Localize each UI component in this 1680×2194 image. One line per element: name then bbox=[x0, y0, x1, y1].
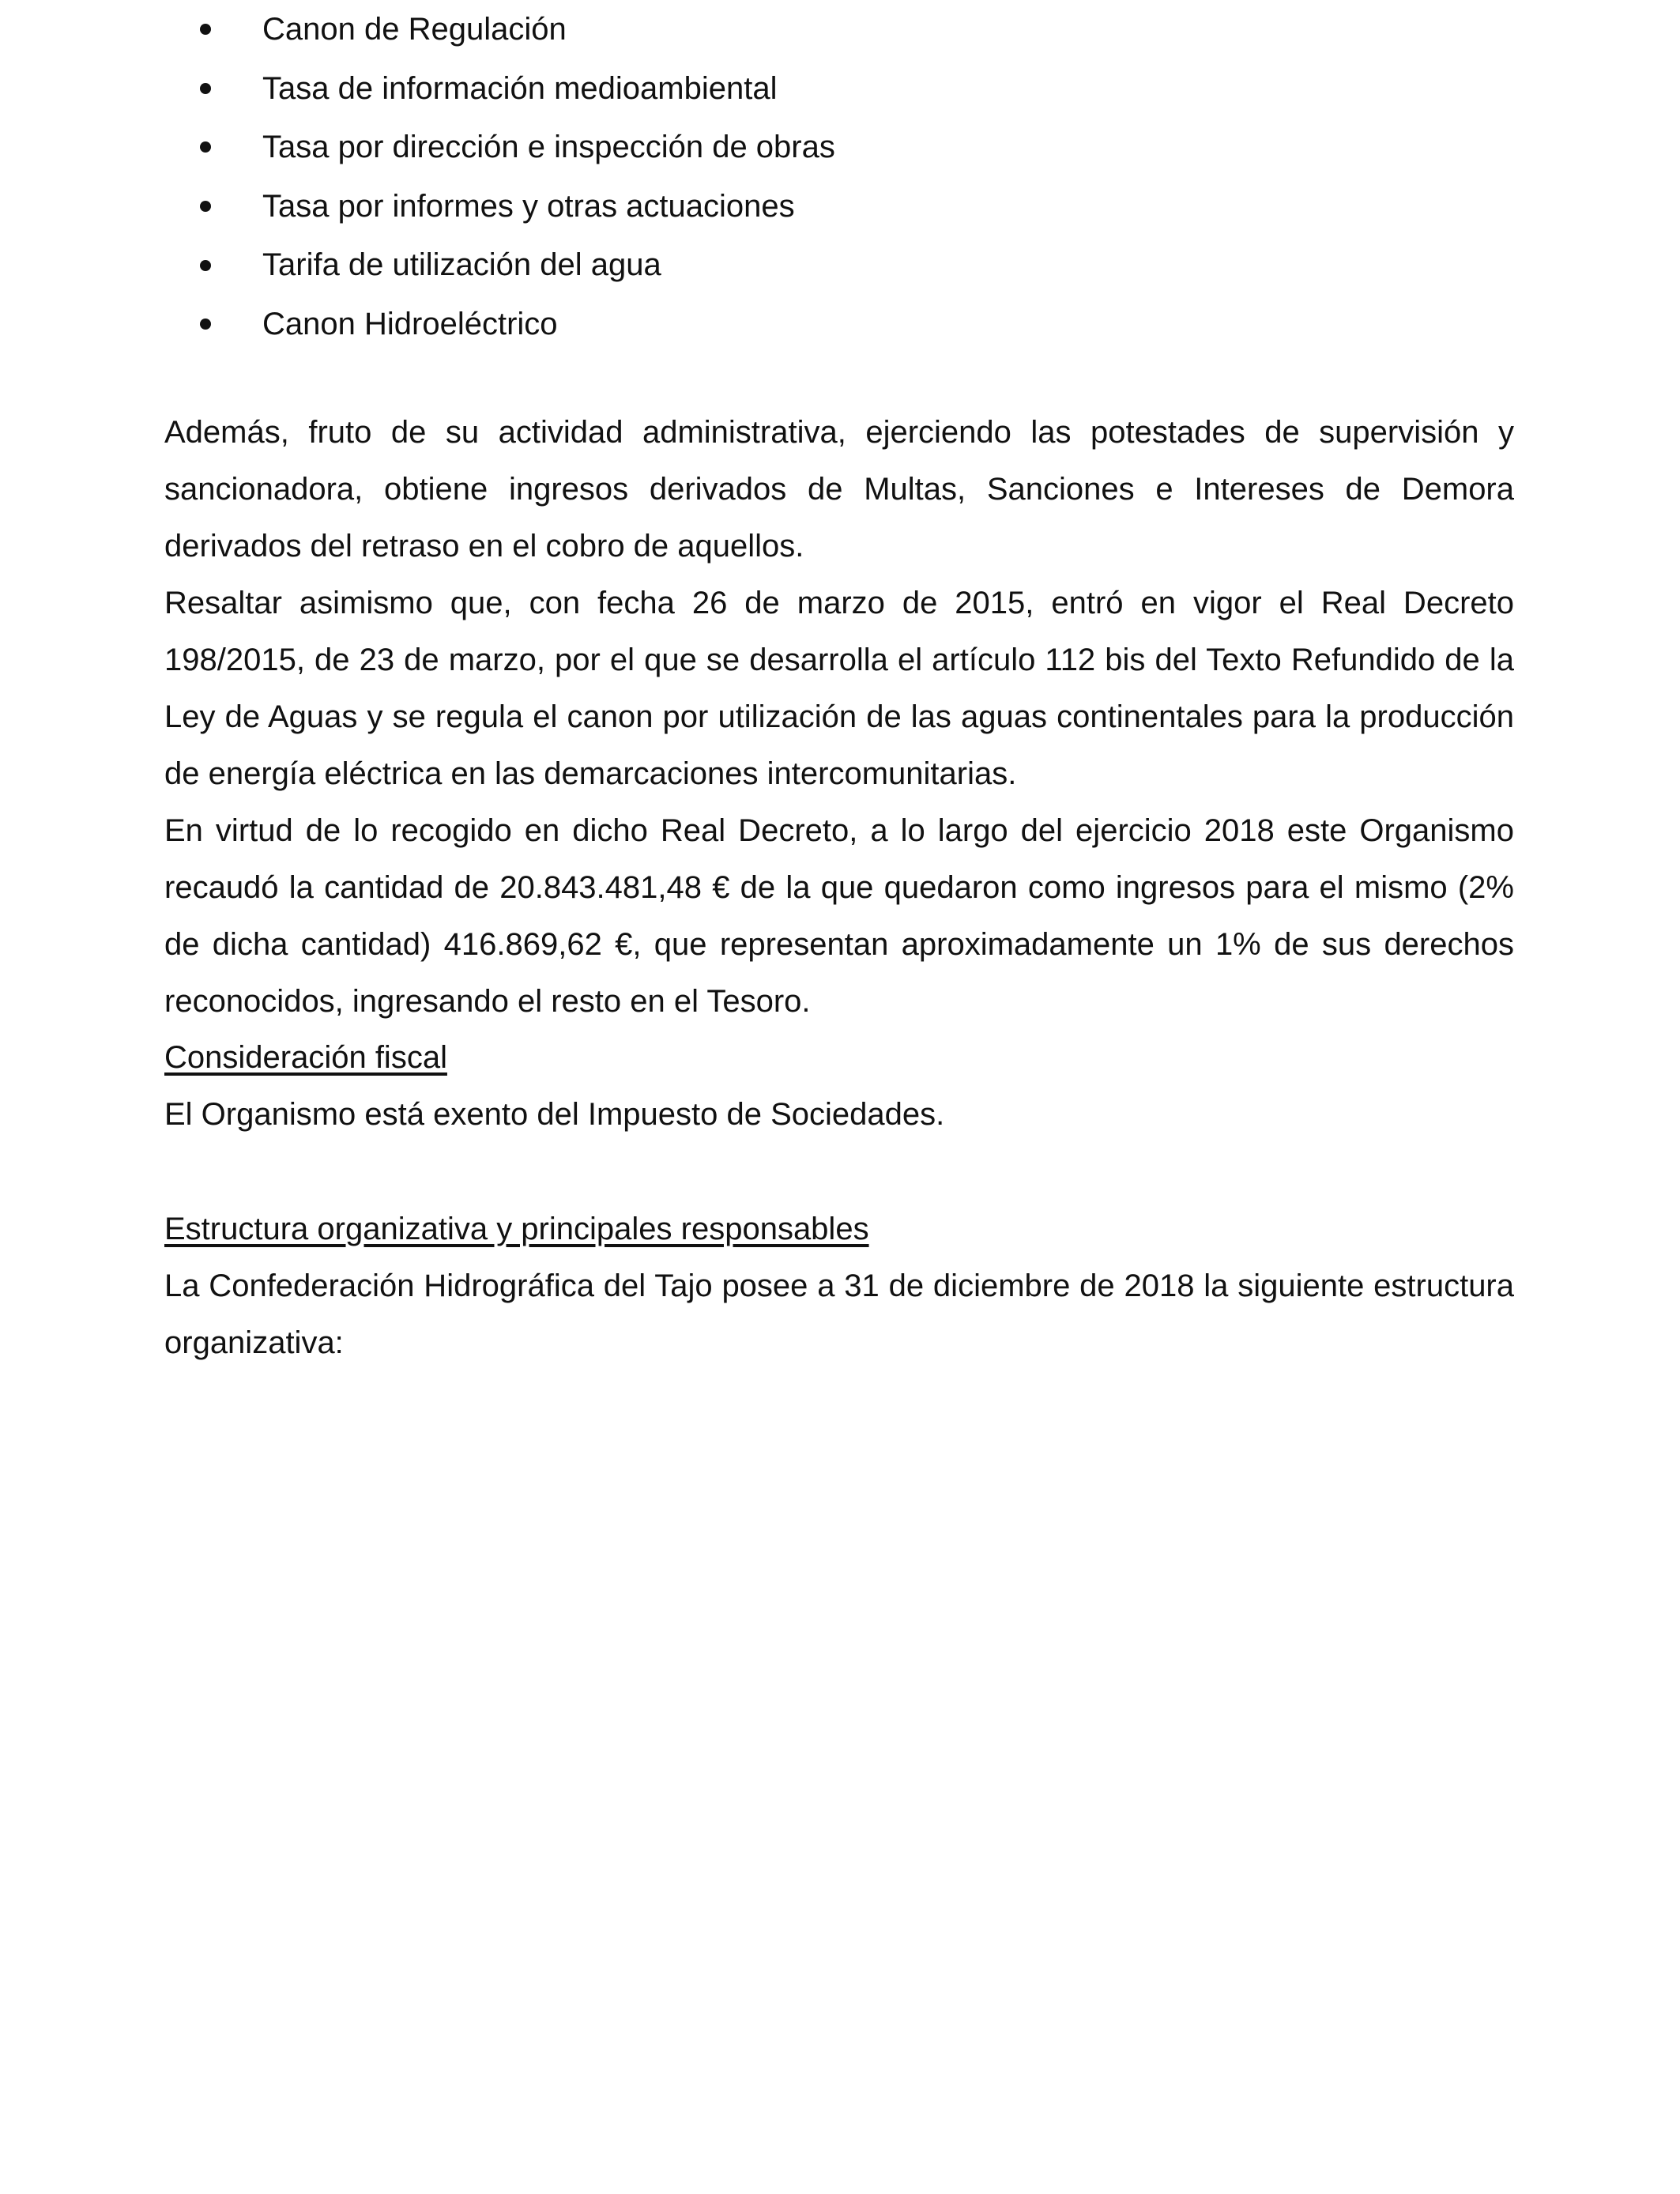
list-item-text: Canon Hidroeléctrico bbox=[262, 306, 558, 341]
list-item-text: Tarifa de utilización del agua bbox=[262, 247, 661, 283]
list-item-text: Canon de Regulación bbox=[262, 12, 567, 47]
bullet-icon bbox=[200, 319, 211, 330]
bullet-icon bbox=[200, 141, 211, 153]
paragraph-fiscal: El Organismo está exento del Impuesto de Sociedades. bbox=[164, 1097, 945, 1132]
paragraph-royal-decree: Resaltar asimismo que, con fecha 26 de marzo de 2015, entró en vigor el Real Decreto 198/2015, de 23 de marzo, por el que se desarrolla el artículo 112 bis del Texto Refundido de la Ley de Aguas y se regula el canon por utilización de las aguas continentales para la producción de energía eléctrica en las demarcaciones intercomunitarias. bbox=[164, 586, 1514, 791]
list-item bbox=[164, 295, 835, 354]
paragraph-structure: La Confederación Hidrográfica del Tajo posee a 31 de diciembre de 2018 la siguiente estructura organizativa: bbox=[164, 1269, 1514, 1360]
section-heading-fiscal: Consideración fiscal bbox=[164, 1040, 447, 1075]
bullet-icon bbox=[200, 260, 211, 271]
paragraph-additional-income: Además, fruto de su actividad administrativa, ejerciendo las potestades de supervisión y sancionadora, obtiene ingresos derivados de Multas, Sanciones e Intereses de Demora derivados del retraso en el cobro de aquellos. bbox=[164, 415, 1514, 564]
list-item bbox=[164, 236, 835, 295]
bullet-icon bbox=[200, 83, 211, 94]
list-item bbox=[164, 59, 835, 119]
bullet-icon bbox=[200, 24, 211, 35]
list-item-text: Tasa por dirección e inspección de obras bbox=[262, 130, 835, 165]
list-item-text: Tasa por informes y otras actuaciones bbox=[262, 188, 795, 224]
list-item bbox=[164, 118, 835, 177]
section-heading-structure: Estructura organizativa y principales responsables bbox=[164, 1212, 869, 1246]
list-item bbox=[164, 177, 835, 236]
bullet-icon bbox=[200, 201, 211, 212]
paragraph-hydroelectric-revenue: En virtud de lo recogido en dicho Real Decreto, a lo largo del ejercicio 2018 este Organismo recaudó la cantidad de 20.843.481,48 € de la que quedaron como ingresos para el mismo (2% de dicha cantidad) 416.869,62 €, que representan aproximadamente un 1% de sus derechos reconocidos, ingresando el resto en el Tesoro. bbox=[164, 813, 1514, 1019]
income-sources-list bbox=[164, 0, 835, 354]
list-item-text: Tasa de información medioambiental bbox=[262, 70, 778, 106]
list-item bbox=[164, 0, 835, 59]
